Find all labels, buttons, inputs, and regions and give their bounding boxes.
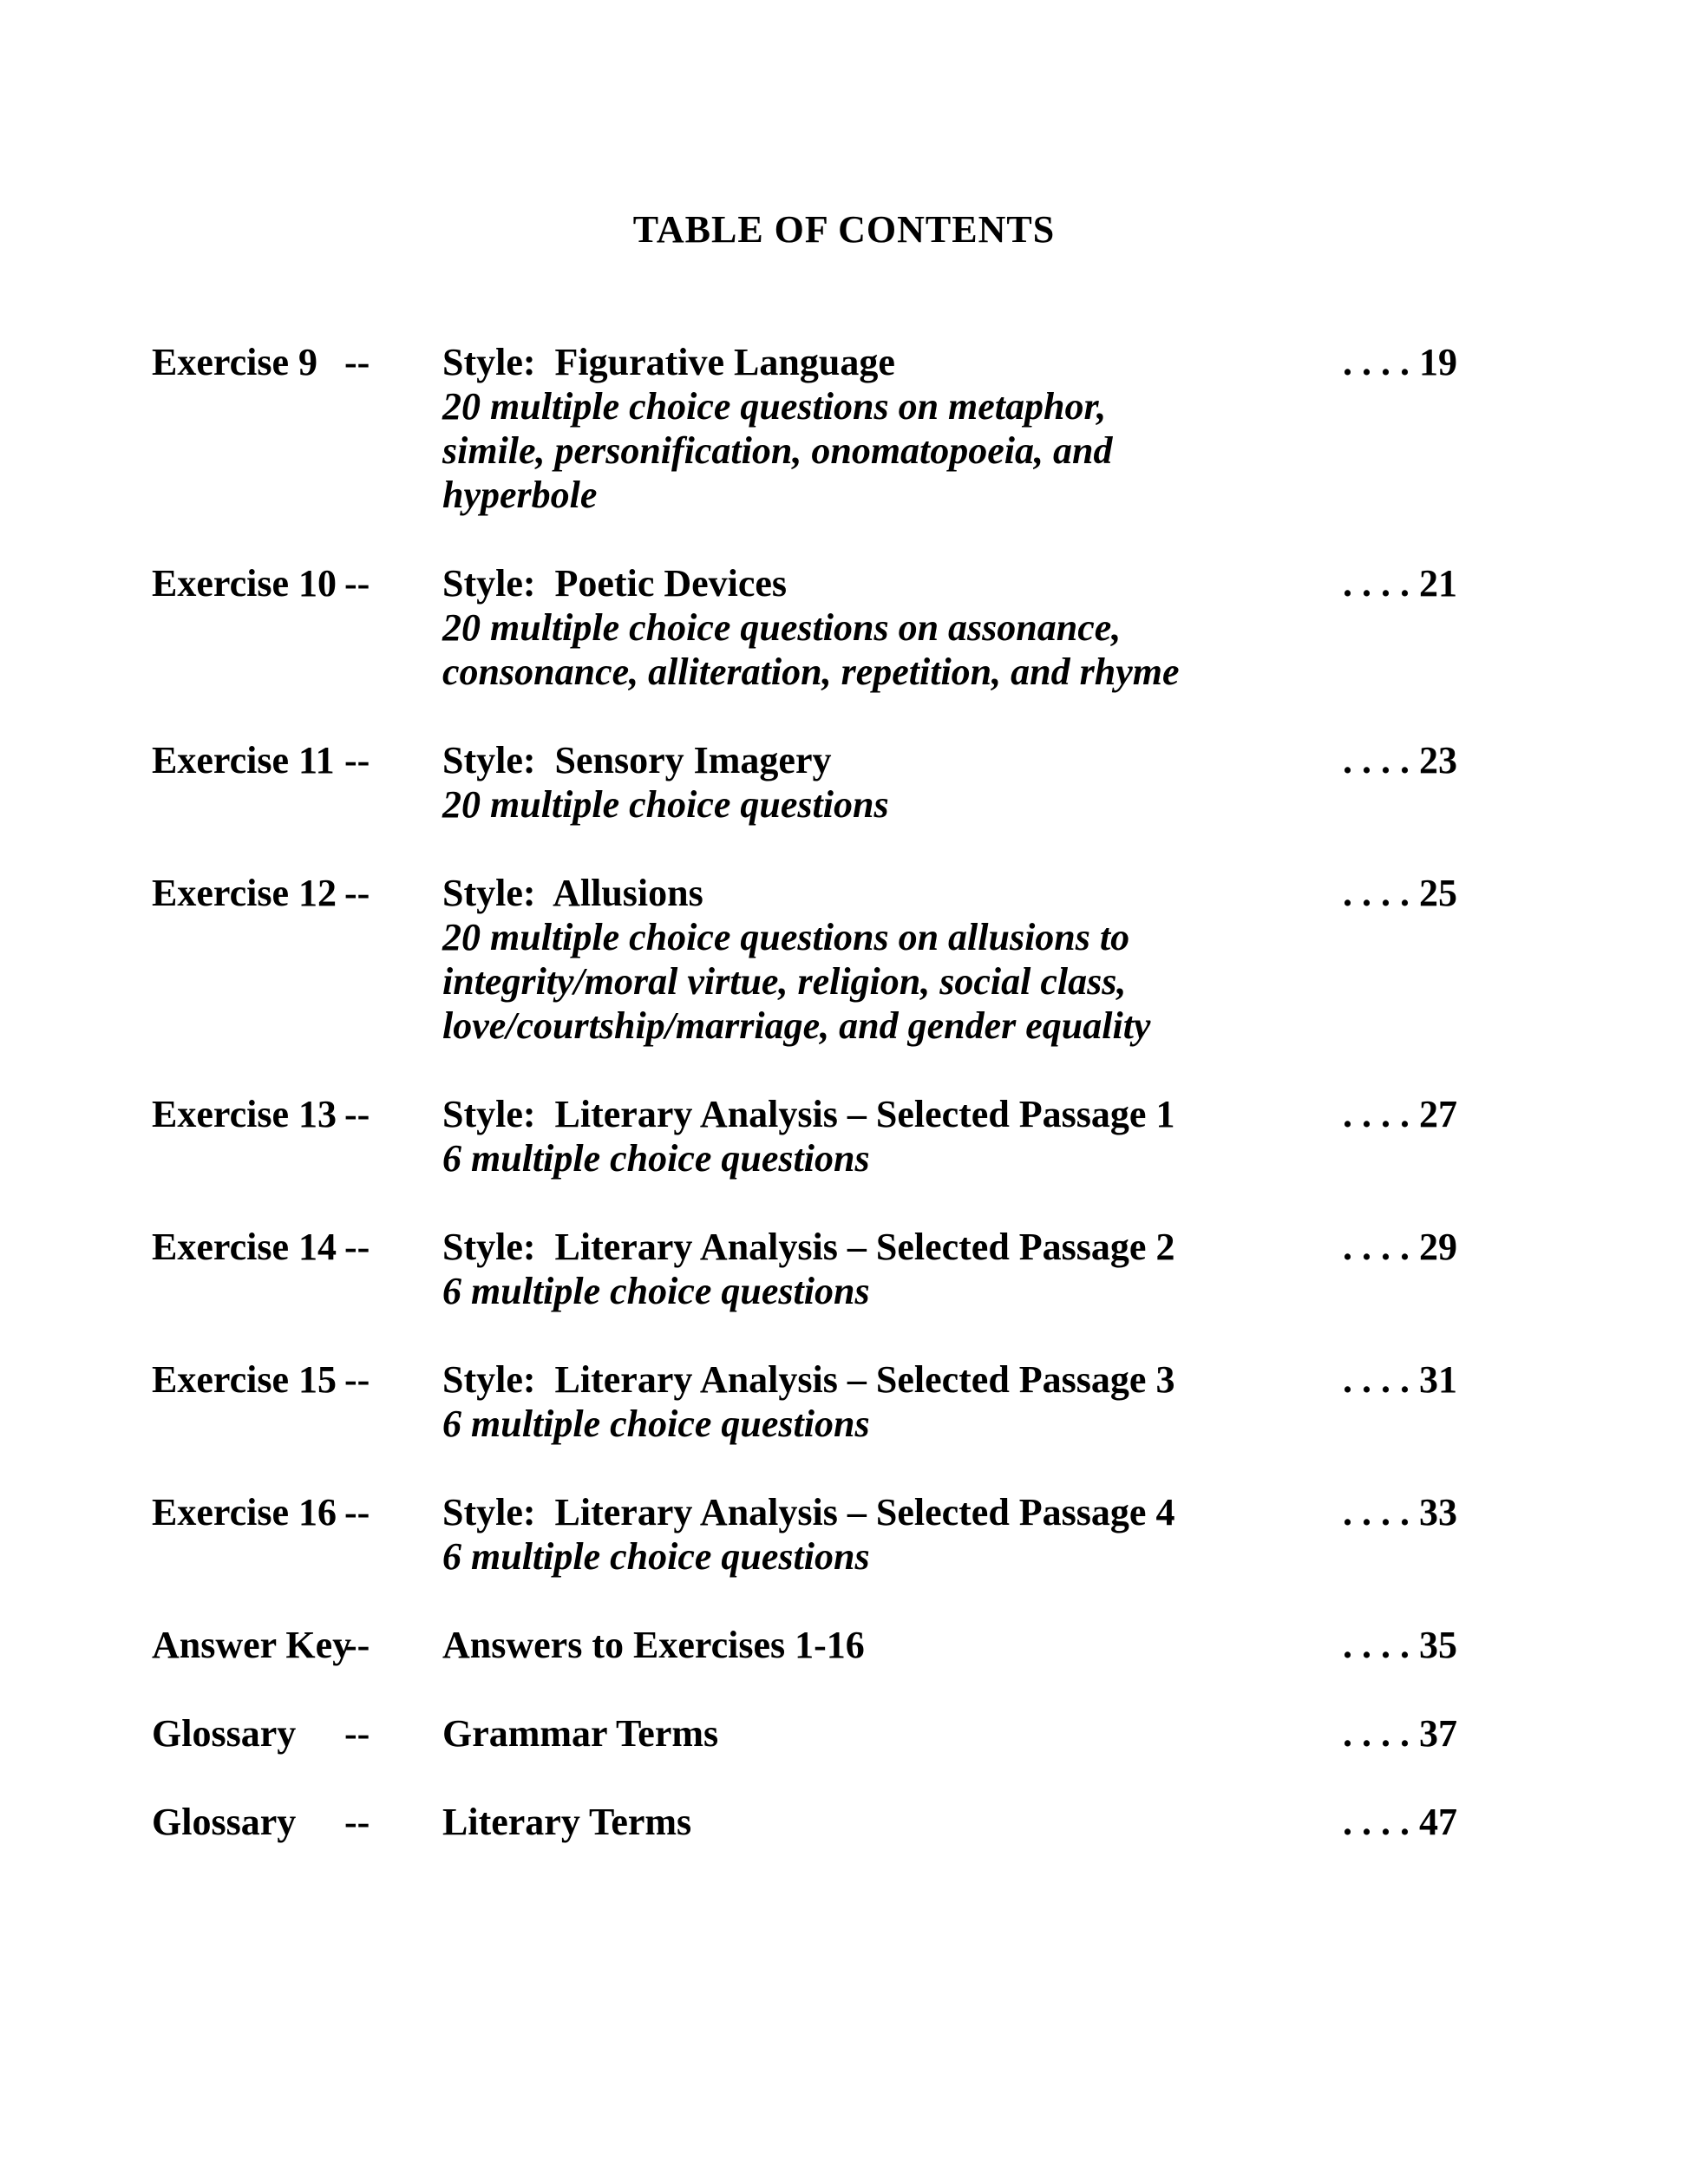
page-number: 33 — [1419, 1491, 1457, 1533]
entry-description-line: love/courtship/marriage, and gender equality — [442, 1004, 1151, 1047]
entry-description-line: 6 multiple choice questions — [442, 1270, 870, 1312]
entry-separator: -- — [344, 1801, 370, 1843]
page-number: 37 — [1419, 1712, 1457, 1755]
entry-main — [442, 1490, 1327, 1579]
entry-separator: -- — [344, 1093, 370, 1135]
entry-title: Style: Literary Analysis – Selected Passage 2 — [442, 1226, 1175, 1268]
dot-leader: . . . . — [1343, 562, 1419, 605]
entry-title: Literary Terms — [442, 1801, 692, 1843]
page-number: 47 — [1419, 1801, 1457, 1843]
toc-entry — [152, 1092, 1457, 1180]
toc-entry — [152, 1357, 1457, 1446]
dot-leader: . . . . — [1343, 1226, 1419, 1268]
entry-main — [442, 561, 1327, 694]
entry-separator: -- — [344, 1624, 370, 1666]
dot-leader: . . . . — [1343, 1093, 1419, 1135]
page-number: 31 — [1419, 1358, 1457, 1401]
page-number: 21 — [1419, 562, 1457, 605]
page-number: 35 — [1419, 1624, 1457, 1666]
entry-description-line: consonance, alliteration, repetition, and rhyme — [442, 651, 1180, 693]
toc-list — [152, 340, 1457, 1844]
entry-description-line: 20 multiple choice questions — [442, 783, 889, 826]
entry-label: Exercise 14 — [152, 1226, 337, 1268]
entry-separator: -- — [344, 562, 370, 605]
entry-label: Exercise 10 — [152, 562, 337, 605]
entry-description-line: 6 multiple choice questions — [442, 1535, 870, 1578]
entry-page — [1327, 1623, 1457, 1667]
entry-label: Exercise 16 — [152, 1491, 337, 1533]
page-number: 19 — [1419, 341, 1457, 383]
dot-leader: . . . . — [1343, 341, 1419, 383]
dot-leader: . . . . — [1343, 1624, 1419, 1666]
entry-main — [442, 871, 1327, 1048]
entry-title: Style: Literary Analysis – Selected Passage 1 — [442, 1093, 1175, 1135]
toc-entry — [152, 561, 1457, 694]
entry-title: Style: Literary Analysis – Selected Passage 3 — [442, 1358, 1175, 1401]
entry-description-line: 20 multiple choice questions on allusions to — [442, 916, 1130, 958]
entry-separator: -- — [344, 739, 370, 781]
entry-page — [1327, 1800, 1457, 1844]
toc-entry — [152, 1800, 1457, 1844]
entry-main — [442, 1800, 1327, 1844]
page-number: 27 — [1419, 1093, 1457, 1135]
entry-page — [1327, 738, 1457, 827]
entry-main — [442, 1092, 1327, 1180]
dot-leader: . . . . — [1343, 1358, 1419, 1401]
entry-main — [442, 340, 1327, 517]
entry-page — [1327, 1711, 1457, 1756]
entry-page — [1327, 1092, 1457, 1180]
entry-description-line: simile, personification, onomatopoeia, and — [442, 429, 1113, 472]
entry-title: Style: Allusions — [442, 872, 703, 914]
entry-description-line: 20 multiple choice questions on assonance, — [442, 606, 1122, 649]
dot-leader: . . . . — [1343, 1712, 1419, 1755]
entry-label: Answer Key — [152, 1624, 352, 1666]
entry-label: Glossary — [152, 1801, 297, 1843]
toc-entry — [152, 1225, 1457, 1313]
entry-label: Exercise 15 — [152, 1358, 337, 1401]
entry-description-line: integrity/moral virtue, religion, social class, — [442, 960, 1127, 1003]
page-number: 25 — [1419, 872, 1457, 914]
entry-main — [442, 1711, 1327, 1756]
entry-separator: -- — [344, 341, 370, 383]
entry-title: Style: Poetic Devices — [442, 562, 788, 605]
dot-leader: . . . . — [1343, 872, 1419, 914]
entry-separator: -- — [344, 1712, 370, 1755]
toc-entry — [152, 738, 1457, 827]
entry-main — [442, 1225, 1327, 1313]
entry-description-line: hyperbole — [442, 474, 598, 516]
entry-main — [442, 1623, 1327, 1667]
toc-entry — [152, 871, 1457, 1048]
entry-label: Exercise 12 — [152, 872, 337, 914]
entry-separator: -- — [344, 872, 370, 914]
entry-separator: -- — [344, 1358, 370, 1401]
page-number: 29 — [1419, 1226, 1457, 1268]
toc-entry — [152, 340, 1457, 517]
entry-page — [1327, 1225, 1457, 1313]
entry-label: Exercise 9 — [152, 341, 318, 383]
entry-title: Style: Figurative Language — [442, 341, 895, 383]
entry-main — [442, 1357, 1327, 1446]
entry-main — [442, 738, 1327, 827]
entry-separator: -- — [344, 1491, 370, 1533]
page-number: 23 — [1419, 739, 1457, 781]
entry-page — [1327, 871, 1457, 1048]
entry-page — [1327, 561, 1457, 694]
entry-label: Exercise 13 — [152, 1093, 337, 1135]
dot-leader: . . . . — [1343, 739, 1419, 781]
toc-entry — [152, 1490, 1457, 1579]
entry-label: Glossary — [152, 1712, 297, 1755]
toc-entry — [152, 1711, 1457, 1756]
dot-leader: . . . . — [1343, 1801, 1419, 1843]
toc-entry — [152, 1623, 1457, 1667]
entry-description-line: 6 multiple choice questions — [442, 1137, 870, 1180]
entry-description-line: 6 multiple choice questions — [442, 1403, 870, 1445]
entry-separator: -- — [344, 1226, 370, 1268]
entry-title: Style: Literary Analysis – Selected Passage 4 — [442, 1491, 1175, 1533]
entry-title: Style: Sensory Imagery — [442, 739, 832, 781]
entry-title: Grammar Terms — [442, 1712, 719, 1755]
entry-page — [1327, 340, 1457, 517]
entry-page — [1327, 1490, 1457, 1579]
entry-title: Answers to Exercises 1-16 — [442, 1624, 865, 1666]
entry-page — [1327, 1357, 1457, 1446]
entry-description-line: 20 multiple choice questions on metaphor, — [442, 385, 1107, 428]
entry-label: Exercise 11 — [152, 739, 335, 781]
page-title: TABLE OF CONTENTS — [632, 208, 1056, 251]
dot-leader: . . . . — [1343, 1491, 1419, 1533]
